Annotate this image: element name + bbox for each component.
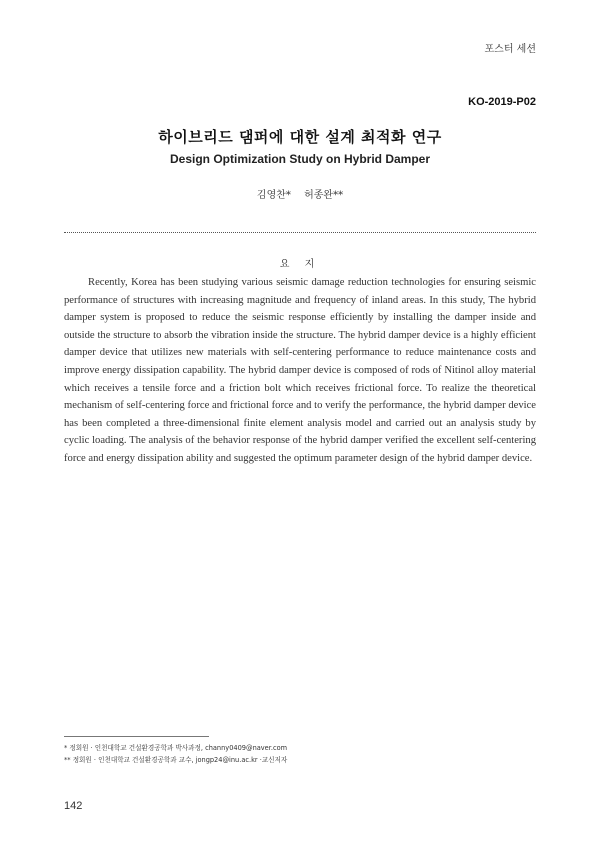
footnote: ** 정회원 · 인천대학교 건설환경공학과 교수, jongp24@inu.ac.kr ·교신저자 xyxy=(64,756,288,764)
dotted-divider xyxy=(64,232,536,233)
footnotes xyxy=(64,742,536,766)
title-korean: 하이브리드 댐퍼에 대한 설계 최적화 연구 xyxy=(158,128,442,146)
title-english: Design Optimization Study on Hybrid Damper xyxy=(169,152,431,166)
footnote-rule xyxy=(64,736,209,737)
paper-code: KO-2019-P02 xyxy=(468,96,536,108)
abstract-body: Recently, Korea has been studying various seismic damage reduction technologies for ensuring seismic performance of structures with increasing magnitude and frequency of inland areas. In this study, The hybrid damper system is proposed to reduce the seismic response efficiently by installing the damper inside and outside the structure to absorb the vibration inside the structure. The hybrid damper device is a highly efficient damper device that utilizes new materials with self-centering performance to reduce maintenance costs and improve energy dissipation capability. The hybrid damper device is composed of rods of Nitinol alloy material which receives a tensile force and a friction bolt which receives frictional force. To realize the theoretical mechanism of self-centering force and frictional force and to verify the performance, the hybrid damper device has been completed a three-dimensional finite element analysis model and carried out an analysis study by cyclic loading. The analysis of the behavior response of the hybrid damper verified the excellent self-centering force and energy dissipation ability and suggested the optimum parameter design of the hybrid damper device. xyxy=(64,277,536,464)
author-list xyxy=(0,186,600,201)
footnote: * 정회원 · 인천대학교 건설환경공학과 박사과정, channy0409@naver.com xyxy=(64,744,288,752)
abstract-heading: 요 지 xyxy=(279,259,321,270)
page-number: 142 xyxy=(64,800,83,812)
author-name: 허종완** xyxy=(304,190,344,201)
section-label: 포스터 세션 xyxy=(484,44,536,55)
author-name: 김영찬* xyxy=(256,190,291,201)
